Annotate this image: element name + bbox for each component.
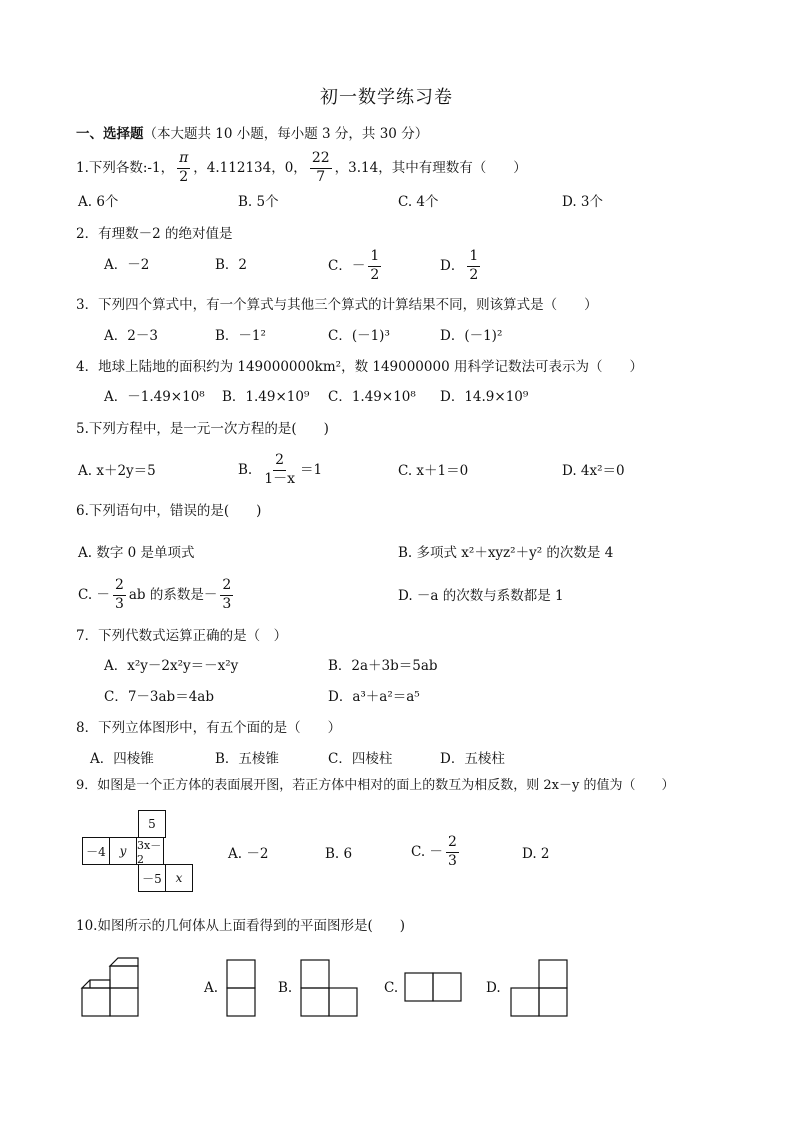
- q2-c-fraction: [368, 249, 381, 283]
- q8-option-a[interactable]: A．四棱锥: [90, 751, 154, 767]
- q10-option-c-figure[interactable]: [404, 972, 464, 1004]
- q8-option-c[interactable]: C．四棱柱: [328, 751, 393, 767]
- q2-option-d[interactable]: [440, 248, 483, 284]
- q9-option-c[interactable]: [411, 832, 462, 872]
- net-cell-left: －4: [82, 837, 110, 865]
- q5-b-prefix: B.: [238, 461, 253, 478]
- q1-suffix: ，3.14，其中有理数有（ ）: [334, 159, 527, 176]
- page-title: 初一数学练习卷: [320, 87, 453, 108]
- q9-c-den: 3: [447, 852, 457, 869]
- q10-label-c[interactable]: C.: [384, 980, 399, 996]
- section-heading-label: 一、选择题: [76, 126, 144, 142]
- q2-d-num: 1: [467, 249, 480, 266]
- q6-option-c[interactable]: [78, 574, 236, 616]
- q10-label-b[interactable]: B.: [278, 980, 293, 996]
- question-10-stem: 10.如图所示的几何体从上面看得到的平面图形是( ): [76, 918, 406, 934]
- q5-b-num: 2: [273, 453, 286, 470]
- q1-option-d[interactable]: D. 3个: [562, 194, 604, 210]
- q8-option-b[interactable]: B．五棱锥: [215, 751, 279, 767]
- q2-option-c[interactable]: [328, 248, 384, 284]
- net-cell-minus5: －5: [138, 864, 166, 892]
- question-5-stem: 5.下列方程中，是一元一次方程的是( ): [76, 421, 329, 437]
- q8-option-d[interactable]: D．五棱柱: [440, 751, 505, 767]
- q9-c-fraction: [446, 835, 459, 869]
- q5-option-d[interactable]: D. 4x²＝0: [562, 463, 625, 479]
- q10-option-b-figure[interactable]: [300, 959, 360, 1017]
- q10-option-a-figure[interactable]: [226, 959, 256, 1017]
- net-cell-3x-2: 3x－2: [136, 837, 164, 865]
- q1-f-num: 22: [310, 151, 332, 168]
- q9-c-prefix: C. －: [411, 843, 443, 860]
- q6-c-den1: 3: [114, 595, 124, 612]
- section-note: （本大题共 10 小题，每小题 3 分，共 30 分）: [143, 126, 429, 142]
- q6-c-num1: 2: [113, 578, 126, 595]
- q9-option-a[interactable]: A. －2: [228, 846, 269, 862]
- q9-option-b[interactable]: B. 6: [325, 846, 353, 862]
- q5-b-fraction: [262, 453, 297, 487]
- q3-option-b[interactable]: B．－1²: [215, 328, 266, 344]
- question-9-stem: 9．如图是一个正方体的表面展开图，若正方体中相对的面上的数互为相反数，则 2x－y 的值为（ ）: [76, 778, 675, 793]
- q5-option-a[interactable]: A. x＋2y＝5: [78, 463, 156, 479]
- q9-option-d[interactable]: D. 2: [522, 846, 550, 862]
- net-cell-x: x: [165, 864, 193, 892]
- q5-option-b[interactable]: [238, 450, 322, 490]
- q7-option-d[interactable]: D．a³＋a²＝a⁵: [328, 689, 420, 705]
- q1-option-c[interactable]: C. 4个: [398, 194, 439, 210]
- question-1-stem: [76, 148, 527, 188]
- q2-c-num: 1: [368, 249, 381, 266]
- q1-option-b[interactable]: B. 5个: [238, 194, 279, 210]
- q10-label-a[interactable]: A.: [204, 980, 219, 996]
- solid-figure: [80, 958, 140, 1020]
- q6-option-d[interactable]: D. －a 的次数与系数都是 1: [398, 588, 564, 604]
- q3-option-c[interactable]: C．(－1)³: [328, 328, 390, 344]
- q6-option-b[interactable]: B. 多项式 x²＋xyz²＋y² 的次数是 4: [398, 545, 614, 561]
- q9-c-num: 2: [446, 835, 459, 852]
- q6-c-mid: ab 的系数是－: [128, 586, 218, 603]
- q2-d-den: 2: [469, 266, 479, 283]
- q1-fraction-pi: [177, 151, 190, 185]
- question-7-stem: 7．下列代数式运算正确的是（ ）: [76, 628, 288, 644]
- q7-option-c[interactable]: C．7－3ab＝4ab: [104, 689, 214, 705]
- cube-net-figure: [82, 810, 194, 894]
- q4-option-a[interactable]: A．－1.49×10⁸: [104, 389, 205, 405]
- question-4-stem: 4．地球上陆地的面积约为 149000000km²，数 149000000 用科学记数法可表示为（ ）: [76, 359, 643, 375]
- q1-prefix: 1.下列各数:-1，: [76, 159, 175, 176]
- q5-b-suffix: ＝1: [300, 461, 323, 478]
- q7-option-b[interactable]: B．2a＋3b＝5ab: [328, 658, 438, 674]
- q2-option-b[interactable]: B．2: [215, 257, 248, 273]
- q6-c-fraction-2: [220, 578, 233, 612]
- q5-b-den: 1－x: [264, 470, 296, 487]
- section-heading: [76, 126, 428, 142]
- q6-c-num2: 2: [220, 578, 233, 595]
- q10-label-d[interactable]: D.: [486, 980, 501, 996]
- q6-c-prefix: C. －: [78, 586, 110, 603]
- q10-option-d-figure[interactable]: [510, 959, 570, 1017]
- q6-c-fraction-1: [113, 578, 126, 612]
- question-8-stem: 8．下列立体图形中，有五个面的是（ ）: [76, 720, 342, 736]
- question-3-stem: 3．下列四个算式中，有一个算式与其他三个算式的计算结果不同，则该算式是（ ）: [76, 297, 598, 313]
- q1-middle: ，4.112134，0，: [193, 159, 307, 176]
- q3-option-a[interactable]: A．2－3: [104, 328, 158, 344]
- q2-c-den: 2: [370, 266, 380, 283]
- q4-option-d[interactable]: D．14.9×10⁹: [440, 389, 529, 405]
- q1-pi-num: π: [177, 151, 190, 168]
- q1-fraction-22-7: [310, 151, 332, 185]
- q1-pi-den: 2: [179, 168, 189, 185]
- question-2-stem: 2．有理数－2 的绝对值是: [76, 226, 233, 242]
- net-cell-y: y: [109, 837, 137, 865]
- q3-option-d[interactable]: D．(－1)²: [440, 328, 503, 344]
- q6-c-den2: 3: [222, 595, 232, 612]
- q4-option-b[interactable]: B．1.49×10⁹: [222, 389, 310, 405]
- q2-option-a[interactable]: A．－2: [104, 257, 150, 273]
- q2-d-prefix: D．: [440, 257, 465, 274]
- q2-d-fraction: [467, 249, 480, 283]
- q1-f-den: 7: [316, 168, 326, 185]
- net-cell-top: 5: [138, 810, 166, 838]
- q7-option-a[interactable]: A．x²y－2x²y＝－x²y: [104, 658, 239, 674]
- q5-option-c[interactable]: C. x＋1＝0: [398, 463, 469, 479]
- q4-option-c[interactable]: C．1.49×10⁸: [328, 389, 416, 405]
- q1-option-a[interactable]: A. 6个: [78, 194, 119, 210]
- q6-option-a[interactable]: A. 数字 0 是单项式: [78, 545, 195, 561]
- question-6-stem: 6.下列语句中，错误的是( ): [76, 503, 262, 519]
- q2-c-prefix: C．－: [328, 257, 366, 274]
